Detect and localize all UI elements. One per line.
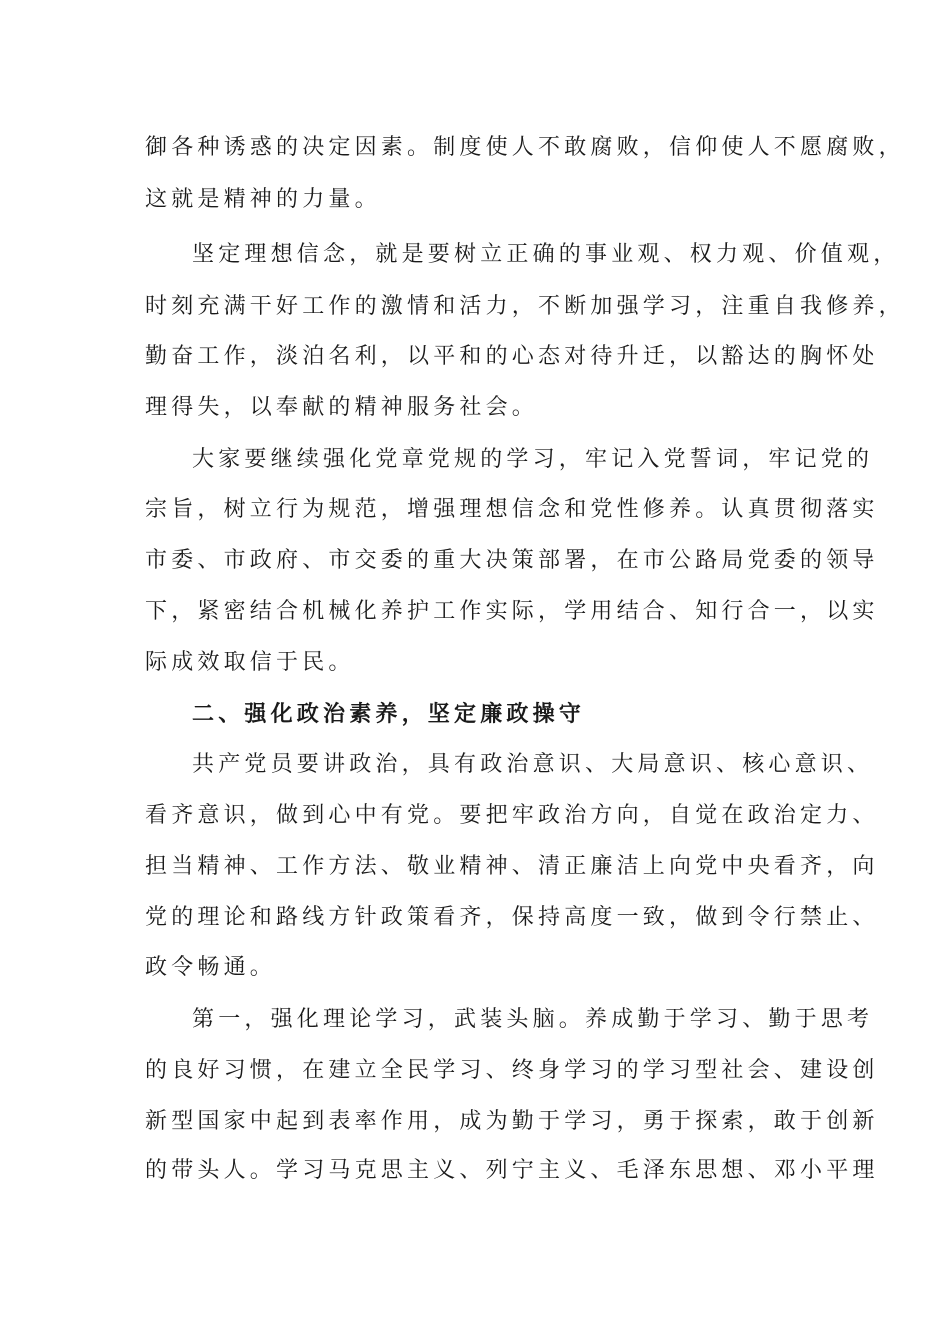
text-line: 担当精神、工作方法、敬业精神、清正廉洁上向党中央看齐，向 <box>145 854 879 879</box>
text-line: 看齐意识，做到心中有党。要把牢政治方向，自觉在政治定力、 <box>145 803 879 828</box>
text-line: 时刻充满干好工作的激情和活力，不断加强学习，注重自我修养， <box>145 294 905 319</box>
text-line: 的带头人。学习马克思主义、列宁主义、毛泽东思想、邓小平理 <box>145 1158 879 1183</box>
text-line: 际成效取信于民。 <box>145 650 355 675</box>
text-line: 这就是精神的力量。 <box>145 187 381 212</box>
text-line: 勤奋工作，淡泊名利，以平和的心态对待升迁，以豁达的胸怀处 <box>145 344 879 369</box>
paragraph-first-line: 第一，强化理论学习，武装头脑。养成勤于学习、勤于思考 <box>192 1007 874 1032</box>
paragraph-first-line: 共产党员要讲政治，具有政治意识、大局意识、核心意识、 <box>192 752 874 777</box>
text-line: 的良好习惯，在建立全民学习、终身学习的学习型社会、建设创 <box>145 1058 879 1083</box>
paragraph-first-line: 大家要继续强化党章党规的学习，牢记入党誓词，牢记党的 <box>192 447 874 472</box>
text-line: 理得失，以奉献的精神服务社会。 <box>145 395 539 420</box>
text-line: 党的理论和路线方针政策看齐，保持高度一致，做到令行禁止、 <box>145 905 879 930</box>
text-line: 御各种诱惑的决定因素。制度使人不敢腐败，信仰使人不愿腐败， <box>145 135 905 160</box>
section-heading: 二、强化政治素养，坚定廉政操守 <box>192 701 586 727</box>
text-line: 市委、市政府、市交委的重大决策部署，在市公路局党委的领导 <box>145 548 879 573</box>
text-line: 下，紧密结合机械化养护工作实际，学用结合、知行合一，以实 <box>145 599 879 624</box>
text-line: 政令畅通。 <box>145 955 277 980</box>
text-line: 新型国家中起到表率作用，成为勤于学习，勇于探索，敢于创新 <box>145 1109 879 1134</box>
text-line: 宗旨，树立行为规范，增强理想信念和党性修养。认真贯彻落实 <box>145 497 879 522</box>
paragraph-first-line: 坚定理想信念，就是要树立正确的事业观、权力观、价值观， <box>192 242 900 267</box>
